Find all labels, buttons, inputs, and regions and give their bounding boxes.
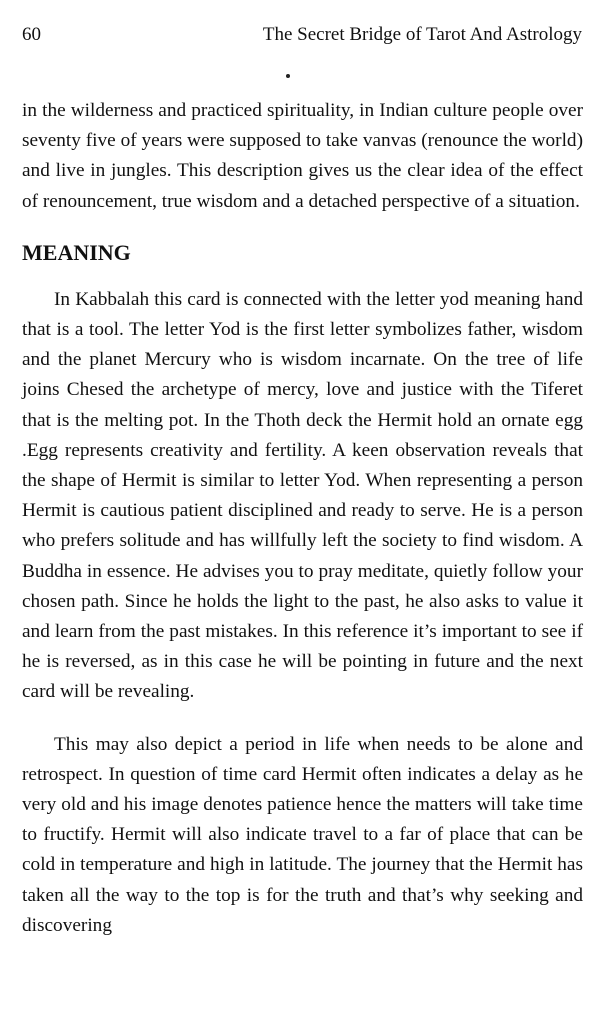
running-title: The Secret Bridge of Tarot And Astrology — [262, 24, 582, 45]
section-heading: MEANING — [22, 239, 131, 265]
running-header — [22, 24, 582, 46]
page-number: 60 — [22, 24, 41, 45]
paragraph-meaning-1: In Kabbalah this card is connected with the letter yod meaning hand that is a tool. The letter Yod is the first letter symbolizes father, wisdom and the planet Mercury who is wisdom incarnate. On the tree of life joins Chesed the archetype of mercy, love and justice with the Tiferet that is the melting pot. In the Thoth deck the Hermit hold an ornate egg .Egg represents creativity and fertility. A keen observation reveals that the shape of Hermit is similar to letter Yod. When representing a person Hermit is cautious patient disciplined and ready to serve. He is a person who prefers solitude and has willfully left the society to find wisdom. A Buddha in essence. He advises you to pray meditate, quietly follow your chosen path. Since he holds the light to the past, he also asks to value it and learn from the past mistakes. In this reference it’s important to see if he is reversed, as in this case he will be pointing in future and the next card will be revealing. — [22, 288, 583, 703]
paragraph-meaning-2: This may also depict a period in life when needs to be alone and retrospect. In question of time card Hermit often indicates a delay as he very old and his image denotes patience hence the matters will take time to fructify. Hermit will also indicate travel to a far of place that can be cold in temperature and high in latitude. The journey that the Hermit has taken all the way to the top is for the truth and that’s why seeking and discovering — [22, 733, 583, 936]
print-speck — [286, 74, 290, 78]
paragraph-continuation: in the wilderness and practiced spirituality, in Indian culture people over seventy five of years were supposed to take vanvas (renounce the world) and live in jungles. This description gives us the clear idea of the effect of renouncement, true wisdom and a detached perspective of a situation. — [22, 100, 583, 212]
body-text — [22, 96, 583, 941]
